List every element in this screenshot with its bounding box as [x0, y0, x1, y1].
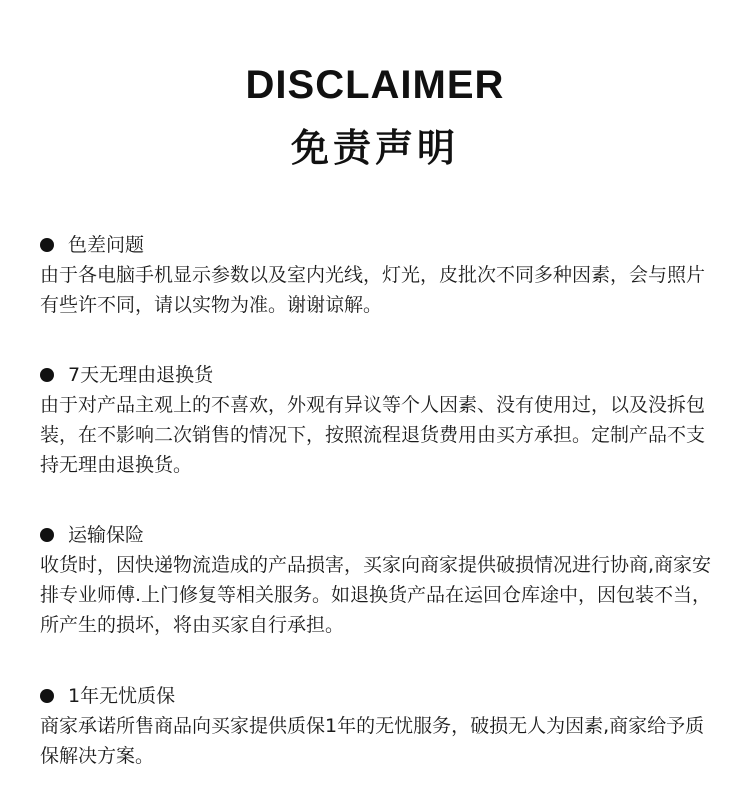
page-title-chinese: 免责声明: [290, 126, 459, 170]
section-color-difference: [40, 230, 720, 320]
bullet-icon: [40, 368, 54, 382]
section-body: 由于对产品主观上的不喜欢，外观有异议等个人因素、没有使用过，以及没拆包装，在不影响二次销售的情况下，按照流程退货费用由买方承担。定制产品不支持无理由退换货。: [40, 394, 706, 476]
section-shipping-insurance: [40, 520, 720, 640]
bullet-icon: [40, 238, 54, 252]
section-heading: [40, 360, 720, 390]
section-one-year-warranty: [40, 681, 720, 771]
section-body: 收货时，因快递物流造成的产品损害，买家向商家提供破损情况进行协商,商家安排专业师傅.上门修复等相关服务。如退换货产品在运回仓库途中，因包装不当，所产生的损坏，将由买家自行承担。: [40, 554, 712, 636]
bullet-icon: [40, 689, 54, 703]
section-seven-day-return: [40, 360, 720, 480]
section-title: 运输保险: [68, 524, 145, 546]
section-title: 7天无理由退换货: [68, 364, 214, 386]
section-heading: [40, 520, 720, 550]
bullet-icon: [40, 528, 54, 542]
section-body: 商家承诺所售商品向买家提供质保1年的无忧服务，破损无人为因素,商家给予质保解决方案。: [40, 715, 705, 767]
page-title-english: DISCLAIMER: [245, 63, 505, 107]
section-title: 色差问题: [68, 234, 145, 256]
section-title: 1年无忧质保: [68, 685, 176, 707]
section-heading: [40, 681, 720, 711]
section-body: 由于各电脑手机显示参数以及室内光线，灯光，皮批次不同多种因素，会与照片有些许不同，请以实物为准。谢谢谅解。: [40, 264, 706, 316]
section-heading: [40, 230, 720, 260]
